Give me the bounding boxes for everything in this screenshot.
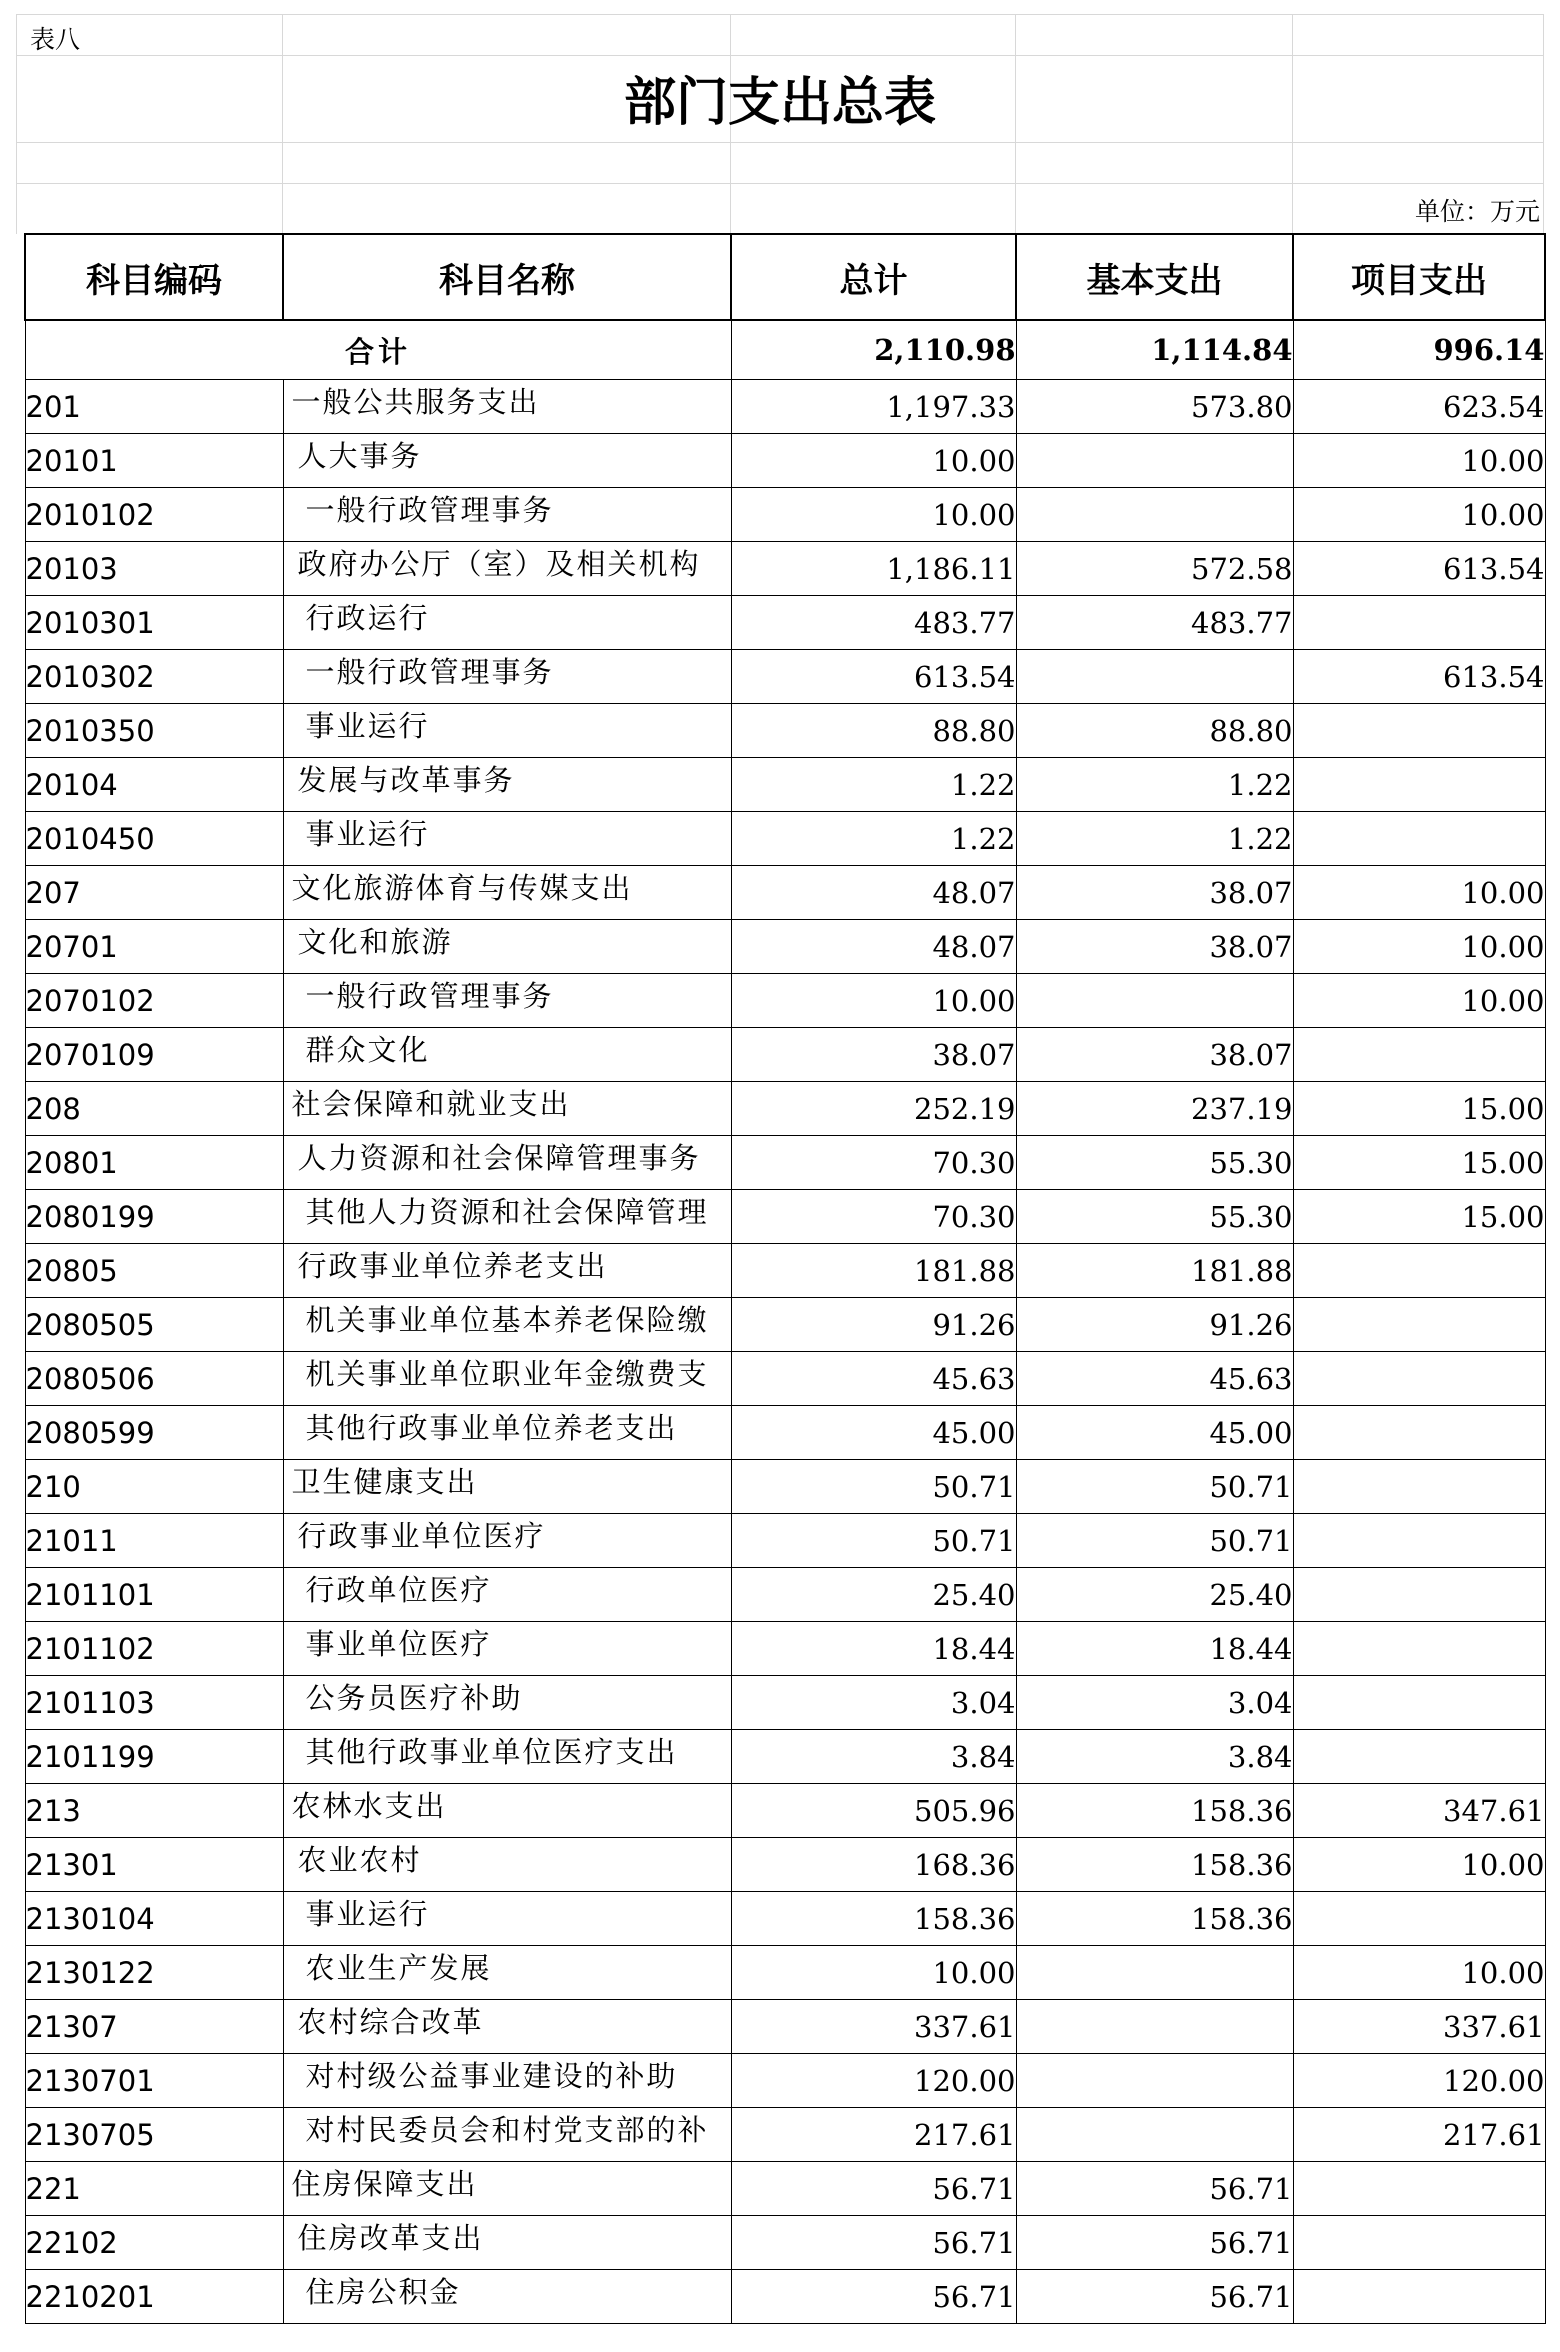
row-total: 3.04 xyxy=(731,1676,1016,1730)
table-row xyxy=(25,1352,1545,1406)
row-code: 2010301 xyxy=(25,596,283,650)
row-project xyxy=(1293,1892,1545,1946)
row-total: 252.19 xyxy=(731,1082,1016,1136)
sheet-label: 表八 xyxy=(30,25,81,54)
row-code: 2080599 xyxy=(25,1406,283,1460)
row-basic: 88.80 xyxy=(1016,704,1293,758)
row-basic xyxy=(1016,2108,1293,2162)
row-name: 行政事业单位养老支出 xyxy=(283,1244,731,1298)
row-code: 20701 xyxy=(25,920,283,974)
row-basic: 18.44 xyxy=(1016,1622,1293,1676)
row-total: 337.61 xyxy=(731,2000,1016,2054)
table-row xyxy=(25,2108,1545,2162)
table-row xyxy=(25,2000,1545,2054)
row-project xyxy=(1293,1622,1545,1676)
row-project: 120.00 xyxy=(1293,2054,1545,2108)
row-name: 事业运行 xyxy=(283,1892,731,1946)
unit-label: 单位：万元 xyxy=(1414,197,1540,226)
row-total: 168.36 xyxy=(731,1838,1016,1892)
row-basic: 1.22 xyxy=(1016,758,1293,812)
row-project xyxy=(1293,1352,1545,1406)
table-row xyxy=(25,1406,1545,1460)
row-name: 农业生产发展 xyxy=(283,1946,731,2000)
row-basic: 56.71 xyxy=(1016,2216,1293,2270)
table-row xyxy=(25,1082,1545,1136)
row-name: 对村民委员会和村党支部的补 xyxy=(283,2108,731,2162)
row-basic: 38.07 xyxy=(1016,920,1293,974)
row-basic xyxy=(1016,650,1293,704)
row-name: 住房保障支出 xyxy=(283,2162,731,2216)
row-name: 农业农村 xyxy=(283,1838,731,1892)
row-name: 机关事业单位职业年金缴费支 xyxy=(283,1352,731,1406)
row-basic: 25.40 xyxy=(1016,1568,1293,1622)
row-code: 21307 xyxy=(25,2000,283,2054)
row-name: 一般行政管理事务 xyxy=(283,488,731,542)
row-project xyxy=(1293,758,1545,812)
table-row xyxy=(25,920,1545,974)
row-name: 事业运行 xyxy=(283,812,731,866)
total-label: 合计 xyxy=(25,320,731,380)
row-code: 2101102 xyxy=(25,1622,283,1676)
total-sum: 2,110.98 xyxy=(731,320,1016,380)
row-name: 住房公积金 xyxy=(283,2270,731,2324)
table-row xyxy=(25,542,1545,596)
table-row xyxy=(25,2162,1545,2216)
row-code: 201 xyxy=(25,380,283,434)
table-row xyxy=(25,596,1545,650)
row-project: 217.61 xyxy=(1293,2108,1545,2162)
row-total: 56.71 xyxy=(731,2216,1016,2270)
row-project xyxy=(1293,1244,1545,1298)
row-name: 卫生健康支出 xyxy=(283,1460,731,1514)
row-code: 2130122 xyxy=(25,1946,283,2000)
row-total: 45.63 xyxy=(731,1352,1016,1406)
row-basic: 55.30 xyxy=(1016,1190,1293,1244)
row-project: 10.00 xyxy=(1293,488,1545,542)
table-row xyxy=(25,812,1545,866)
table-row xyxy=(25,1028,1545,1082)
row-project: 613.54 xyxy=(1293,650,1545,704)
grid-line xyxy=(16,55,1544,56)
row-basic: 3.04 xyxy=(1016,1676,1293,1730)
table-row xyxy=(25,1838,1545,1892)
row-basic: 50.71 xyxy=(1016,1514,1293,1568)
row-total: 91.26 xyxy=(731,1298,1016,1352)
row-name: 其他人力资源和社会保障管理 xyxy=(283,1190,731,1244)
row-code: 213 xyxy=(25,1784,283,1838)
grid-line xyxy=(16,14,1544,15)
row-total: 50.71 xyxy=(731,1514,1016,1568)
row-code: 2210201 xyxy=(25,2270,283,2324)
table-row xyxy=(25,488,1545,542)
row-total: 1.22 xyxy=(731,758,1016,812)
row-code: 2080199 xyxy=(25,1190,283,1244)
row-total: 10.00 xyxy=(731,488,1016,542)
row-basic: 572.58 xyxy=(1016,542,1293,596)
row-name: 一般行政管理事务 xyxy=(283,650,731,704)
row-basic xyxy=(1016,974,1293,1028)
row-project xyxy=(1293,1406,1545,1460)
row-project: 10.00 xyxy=(1293,866,1545,920)
row-basic: 158.36 xyxy=(1016,1892,1293,1946)
row-name: 住房改革支出 xyxy=(283,2216,731,2270)
header-row xyxy=(25,234,1545,320)
row-basic: 158.36 xyxy=(1016,1838,1293,1892)
row-basic: 38.07 xyxy=(1016,866,1293,920)
row-name: 其他行政事业单位医疗支出 xyxy=(283,1730,731,1784)
row-project: 15.00 xyxy=(1293,1082,1545,1136)
table-row xyxy=(25,1946,1545,2000)
row-project: 623.54 xyxy=(1293,380,1545,434)
row-basic xyxy=(1016,2000,1293,2054)
row-total: 181.88 xyxy=(731,1244,1016,1298)
row-project xyxy=(1293,2270,1545,2324)
row-code: 210 xyxy=(25,1460,283,1514)
row-basic: 55.30 xyxy=(1016,1136,1293,1190)
row-name: 文化和旅游 xyxy=(283,920,731,974)
row-code: 21301 xyxy=(25,1838,283,1892)
row-name: 文化旅游体育与传媒支出 xyxy=(283,866,731,920)
row-total: 50.71 xyxy=(731,1460,1016,1514)
row-project: 347.61 xyxy=(1293,1784,1545,1838)
row-basic: 45.00 xyxy=(1016,1406,1293,1460)
table-row xyxy=(25,758,1545,812)
table-row xyxy=(25,1190,1545,1244)
row-project: 10.00 xyxy=(1293,1946,1545,2000)
row-project xyxy=(1293,2216,1545,2270)
row-code: 20805 xyxy=(25,1244,283,1298)
row-project xyxy=(1293,812,1545,866)
row-code: 2101103 xyxy=(25,1676,283,1730)
table-row xyxy=(25,2054,1545,2108)
row-code: 2010102 xyxy=(25,488,283,542)
total-project: 996.14 xyxy=(1293,320,1545,380)
table-row xyxy=(25,1298,1545,1352)
row-name: 机关事业单位基本养老保险缴 xyxy=(283,1298,731,1352)
row-code: 2101101 xyxy=(25,1568,283,1622)
row-basic xyxy=(1016,434,1293,488)
table-row xyxy=(25,1514,1545,1568)
row-code: 207 xyxy=(25,866,283,920)
row-name: 公务员医疗补助 xyxy=(283,1676,731,1730)
row-code: 20801 xyxy=(25,1136,283,1190)
row-total: 56.71 xyxy=(731,2162,1016,2216)
row-total: 120.00 xyxy=(731,2054,1016,2108)
row-basic: 483.77 xyxy=(1016,596,1293,650)
row-code: 2130104 xyxy=(25,1892,283,1946)
row-code: 2010350 xyxy=(25,704,283,758)
row-code: 221 xyxy=(25,2162,283,2216)
row-total: 1.22 xyxy=(731,812,1016,866)
row-project: 337.61 xyxy=(1293,2000,1545,2054)
row-basic xyxy=(1016,1946,1293,2000)
table-row xyxy=(25,2216,1545,2270)
row-name: 农村综合改革 xyxy=(283,2000,731,2054)
col-header-code: 科目编码 xyxy=(25,234,283,320)
page-title: 部门支出总表 xyxy=(623,72,936,133)
row-name: 发展与改革事务 xyxy=(283,758,731,812)
col-header-basic: 基本支出 xyxy=(1016,234,1293,320)
row-total: 70.30 xyxy=(731,1136,1016,1190)
table-row xyxy=(25,1622,1545,1676)
row-project xyxy=(1293,2162,1545,2216)
row-total: 10.00 xyxy=(731,434,1016,488)
row-total: 70.30 xyxy=(731,1190,1016,1244)
row-total: 613.54 xyxy=(731,650,1016,704)
row-project xyxy=(1293,1028,1545,1082)
row-basic: 1.22 xyxy=(1016,812,1293,866)
row-total: 48.07 xyxy=(731,920,1016,974)
row-total: 10.00 xyxy=(731,974,1016,1028)
row-name: 行政运行 xyxy=(283,596,731,650)
row-project xyxy=(1293,1676,1545,1730)
row-project xyxy=(1293,1298,1545,1352)
row-name: 一般行政管理事务 xyxy=(283,974,731,1028)
row-total: 1,197.33 xyxy=(731,380,1016,434)
row-code: 2070109 xyxy=(25,1028,283,1082)
row-name: 对村级公益事业建设的补助 xyxy=(283,2054,731,2108)
row-project xyxy=(1293,1460,1545,1514)
table-row xyxy=(25,1676,1545,1730)
row-basic: 56.71 xyxy=(1016,2270,1293,2324)
row-total: 18.44 xyxy=(731,1622,1016,1676)
row-total: 505.96 xyxy=(731,1784,1016,1838)
table-row xyxy=(25,866,1545,920)
table-row xyxy=(25,974,1545,1028)
row-total: 56.71 xyxy=(731,2270,1016,2324)
row-basic: 573.80 xyxy=(1016,380,1293,434)
row-basic: 45.63 xyxy=(1016,1352,1293,1406)
row-total: 38.07 xyxy=(731,1028,1016,1082)
row-code: 2070102 xyxy=(25,974,283,1028)
table-row xyxy=(25,1892,1545,1946)
total-row xyxy=(25,320,1545,380)
col-header-total: 总计 xyxy=(731,234,1016,320)
row-code: 22102 xyxy=(25,2216,283,2270)
row-project: 15.00 xyxy=(1293,1190,1545,1244)
row-name: 人力资源和社会保障管理事务 xyxy=(283,1136,731,1190)
total-basic: 1,114.84 xyxy=(1016,320,1293,380)
row-project: 15.00 xyxy=(1293,1136,1545,1190)
row-project xyxy=(1293,1514,1545,1568)
table-row xyxy=(25,380,1545,434)
row-project xyxy=(1293,596,1545,650)
row-total: 25.40 xyxy=(731,1568,1016,1622)
row-name: 事业单位医疗 xyxy=(283,1622,731,1676)
row-basic: 91.26 xyxy=(1016,1298,1293,1352)
row-project xyxy=(1293,1730,1545,1784)
row-name: 农林水支出 xyxy=(283,1784,731,1838)
row-code: 20101 xyxy=(25,434,283,488)
row-basic: 50.71 xyxy=(1016,1460,1293,1514)
row-project: 613.54 xyxy=(1293,542,1545,596)
row-project: 10.00 xyxy=(1293,920,1545,974)
table-row xyxy=(25,1568,1545,1622)
col-header-project: 项目支出 xyxy=(1293,234,1545,320)
row-total: 3.84 xyxy=(731,1730,1016,1784)
row-name: 行政单位医疗 xyxy=(283,1568,731,1622)
grid-line xyxy=(16,183,1544,184)
row-code: 208 xyxy=(25,1082,283,1136)
col-header-name: 科目名称 xyxy=(283,234,731,320)
row-name: 行政事业单位医疗 xyxy=(283,1514,731,1568)
table-row xyxy=(25,1136,1545,1190)
row-project: 10.00 xyxy=(1293,434,1545,488)
row-code: 2080505 xyxy=(25,1298,283,1352)
row-total: 217.61 xyxy=(731,2108,1016,2162)
row-project xyxy=(1293,1568,1545,1622)
row-total: 10.00 xyxy=(731,1946,1016,2000)
row-name: 人大事务 xyxy=(283,434,731,488)
row-name: 政府办公厅（室）及相关机构 xyxy=(283,542,731,596)
row-total: 158.36 xyxy=(731,1892,1016,1946)
row-code: 2130705 xyxy=(25,2108,283,2162)
table-row xyxy=(25,1730,1545,1784)
row-basic: 56.71 xyxy=(1016,2162,1293,2216)
row-basic xyxy=(1016,488,1293,542)
table-row xyxy=(25,1460,1545,1514)
row-basic: 158.36 xyxy=(1016,1784,1293,1838)
row-project: 10.00 xyxy=(1293,974,1545,1028)
row-total: 48.07 xyxy=(731,866,1016,920)
row-name: 事业运行 xyxy=(283,704,731,758)
grid-line xyxy=(16,142,1544,143)
table-row xyxy=(25,2270,1545,2324)
table-row xyxy=(25,1244,1545,1298)
row-project xyxy=(1293,704,1545,758)
row-name: 一般公共服务支出 xyxy=(283,380,731,434)
table-row xyxy=(25,1784,1545,1838)
row-total: 45.00 xyxy=(731,1406,1016,1460)
row-project: 10.00 xyxy=(1293,1838,1545,1892)
row-basic: 237.19 xyxy=(1016,1082,1293,1136)
row-total: 88.80 xyxy=(731,704,1016,758)
row-code: 2130701 xyxy=(25,2054,283,2108)
row-code: 2010450 xyxy=(25,812,283,866)
row-code: 2010302 xyxy=(25,650,283,704)
row-name: 其他行政事业单位养老支出 xyxy=(283,1406,731,1460)
table-row xyxy=(25,434,1545,488)
expenditure-table xyxy=(24,233,1546,2324)
row-total: 1,186.11 xyxy=(731,542,1016,596)
row-code: 20103 xyxy=(25,542,283,596)
row-basic xyxy=(1016,2054,1293,2108)
row-code: 21011 xyxy=(25,1514,283,1568)
row-name: 社会保障和就业支出 xyxy=(283,1082,731,1136)
table-row xyxy=(25,704,1545,758)
row-code: 2080506 xyxy=(25,1352,283,1406)
row-code: 2101199 xyxy=(25,1730,283,1784)
row-basic: 3.84 xyxy=(1016,1730,1293,1784)
row-code: 20104 xyxy=(25,758,283,812)
row-basic: 38.07 xyxy=(1016,1028,1293,1082)
table-row xyxy=(25,650,1545,704)
row-basic: 181.88 xyxy=(1016,1244,1293,1298)
row-total: 483.77 xyxy=(731,596,1016,650)
row-name: 群众文化 xyxy=(283,1028,731,1082)
